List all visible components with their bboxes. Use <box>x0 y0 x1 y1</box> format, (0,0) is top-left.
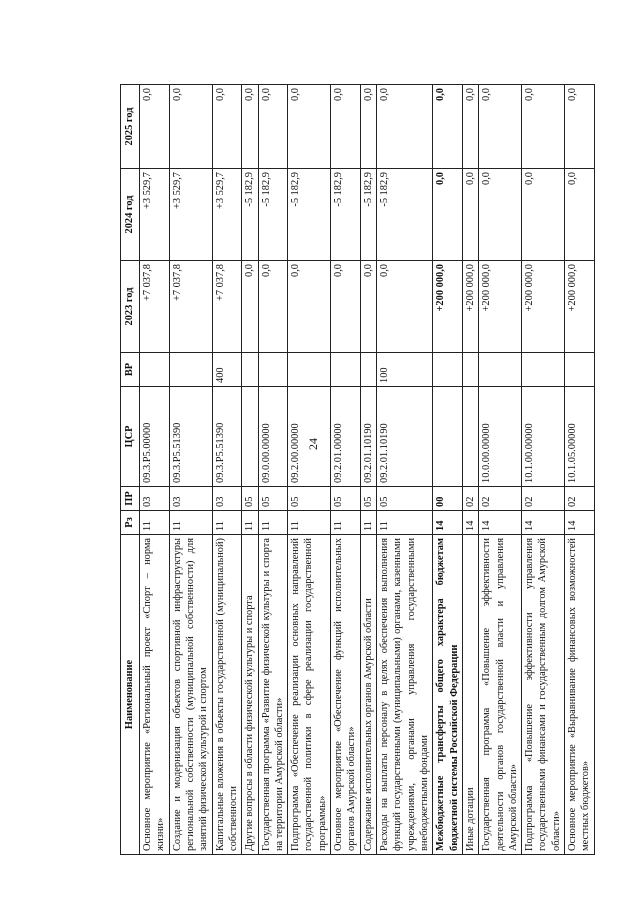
cell-name: Основное мероприятие «Обеспечение функций исполнительных органов Амурской области» <box>331 535 361 855</box>
cell-value-2023: 0,0 <box>360 261 376 353</box>
header-pr: ПР <box>121 487 140 511</box>
cell-value-2025: 0,0 <box>169 85 212 169</box>
cell-csr: 09.3.P5.00000 <box>140 387 170 487</box>
cell-value-2024: -5 182,9 <box>360 169 376 261</box>
cell-value-2024: +3 529,7 <box>212 169 242 261</box>
cell-pr: 02 <box>462 487 478 511</box>
cell-csr: 09.2.01.10190 <box>360 387 376 487</box>
table-row <box>242 85 258 855</box>
cell-value-2025: 0,0 <box>212 85 242 169</box>
cell-value-2023: 0,0 <box>331 261 361 353</box>
cell-vr <box>169 353 212 387</box>
cell-value-2023: +200 000,0 <box>522 261 565 353</box>
cell-value-2024: +3 529,7 <box>169 169 212 261</box>
header-2025: 2025 год <box>121 85 140 169</box>
cell-value-2023: +7 037,8 <box>169 261 212 353</box>
cell-csr: 09.2.01.10190 <box>377 387 433 487</box>
cell-value-2025: 0,0 <box>565 85 595 169</box>
table-row <box>565 85 595 855</box>
table-row <box>360 85 376 855</box>
cell-rz: 11 <box>140 511 170 535</box>
table-row <box>331 85 361 855</box>
cell-value-2025: 0,0 <box>433 85 463 169</box>
cell-pr: 05 <box>242 487 258 511</box>
header-csr: ЦСР <box>121 387 140 487</box>
cell-name: Другие вопросы в области физической культуры и спорта <box>242 535 258 855</box>
table-header-row <box>121 85 140 855</box>
cell-rz: 14 <box>565 511 595 535</box>
cell-value-2024: 0,0 <box>479 169 522 261</box>
cell-rz: 14 <box>462 511 478 535</box>
cell-vr <box>479 353 522 387</box>
cell-pr: 05 <box>258 487 288 511</box>
cell-rz: 11 <box>169 511 212 535</box>
cell-rz: 11 <box>288 511 331 535</box>
table-row <box>433 85 463 855</box>
header-2023: 2023 год <box>121 261 140 353</box>
cell-pr: 02 <box>522 487 565 511</box>
cell-name: Государственная программа «Развитие физической культуры и спорта на территории Амурской области» <box>258 535 288 855</box>
table-row <box>140 85 170 855</box>
cell-csr: 10.1.00.00000 <box>522 387 565 487</box>
cell-value-2023: +200 000,0 <box>565 261 595 353</box>
table-row <box>288 85 331 855</box>
cell-rz: 11 <box>377 511 433 535</box>
cell-rz: 11 <box>212 511 242 535</box>
cell-value-2025: 0,0 <box>522 85 565 169</box>
cell-value-2024: +3 529,7 <box>140 169 170 261</box>
cell-value-2024: 0,0 <box>462 169 478 261</box>
cell-value-2023: 0,0 <box>288 261 331 353</box>
cell-value-2024: -5 182,9 <box>377 169 433 261</box>
cell-name: Расходы на выплаты персоналу в целях обеспечения выполнения функций государственными (муниципальными) органами, казенными учреждениями, органами управления государственными внебюджетными фондами <box>377 535 433 855</box>
cell-name: Государственная программа «Повышение эффективности деятельности органов государственной власти и управления Амурской области» <box>479 535 522 855</box>
cell-value-2024: 0,0 <box>522 169 565 261</box>
cell-pr: 03 <box>169 487 212 511</box>
cell-name: Иные дотации <box>462 535 478 855</box>
cell-value-2025: 0,0 <box>258 85 288 169</box>
cell-vr <box>288 353 331 387</box>
header-vr: ВР <box>121 353 140 387</box>
cell-rz: 14 <box>433 511 463 535</box>
cell-rz: 14 <box>522 511 565 535</box>
cell-vr <box>258 353 288 387</box>
cell-value-2024: -5 182,9 <box>258 169 288 261</box>
cell-pr: 05 <box>360 487 376 511</box>
cell-rz: 11 <box>258 511 288 535</box>
cell-pr: 02 <box>479 487 522 511</box>
cell-value-2025: 0,0 <box>479 85 522 169</box>
cell-vr <box>360 353 376 387</box>
cell-name: Подпрограмма «Обеспечение реализации основных направлений государственной политики в сфере реализации государственной программы» <box>288 535 331 855</box>
table-row <box>462 85 478 855</box>
cell-value-2023: +200 000,0 <box>433 261 463 353</box>
cell-csr <box>433 387 463 487</box>
cell-csr: 10.0.00.00000 <box>479 387 522 487</box>
cell-rz: 11 <box>331 511 361 535</box>
cell-vr <box>331 353 361 387</box>
cell-name: Создание и модернизация объектов спортивной инфраструктуры региональной собственности (муниципальной собственности) для занятий физической культурой и спортом <box>169 535 212 855</box>
table-body <box>140 85 595 855</box>
table-row <box>258 85 288 855</box>
cell-csr: 09.3.P5.51390 <box>212 387 242 487</box>
cell-pr: 03 <box>212 487 242 511</box>
cell-pr: 05 <box>377 487 433 511</box>
cell-csr: 10.1.05.00000 <box>565 387 595 487</box>
cell-name: Основное мероприятие «Региональный проект «Спорт – норма жизни» <box>140 535 170 855</box>
cell-value-2023: +200 000,0 <box>479 261 522 353</box>
cell-value-2025: 0,0 <box>242 85 258 169</box>
cell-csr <box>462 387 478 487</box>
cell-pr: 00 <box>433 487 463 511</box>
cell-vr <box>565 353 595 387</box>
cell-value-2023: +7 037,8 <box>140 261 170 353</box>
cell-value-2025: 0,0 <box>360 85 376 169</box>
cell-name: Основное мероприятие «Выравнивание финансовых возможностей местных бюджетов» <box>565 535 595 855</box>
cell-vr: 400 <box>212 353 242 387</box>
cell-vr: 100 <box>377 353 433 387</box>
cell-value-2024: -5 182,9 <box>288 169 331 261</box>
cell-rz: 14 <box>479 511 522 535</box>
cell-vr <box>462 353 478 387</box>
rotated-page <box>120 85 592 855</box>
cell-csr: 09.2.01.00000 <box>331 387 361 487</box>
table-row <box>522 85 565 855</box>
cell-value-2023: +7 037,8 <box>212 261 242 353</box>
cell-name: Межбюджетные трансферты общего характера бюджетам бюджетной системы Российской Федерации <box>433 535 463 855</box>
cell-csr: 09.0.00.00000 <box>258 387 288 487</box>
cell-name: Подпрограмма «Повышение эффективности управления государственными финансами и государственным долгом Амурской области» <box>522 535 565 855</box>
page-number: 24 <box>306 438 320 450</box>
cell-name: Содержание исполнительных органов Амурской области <box>360 535 376 855</box>
cell-csr: 09.2.00.00000 <box>288 387 331 487</box>
cell-value-2025: 0,0 <box>331 85 361 169</box>
cell-value-2024: 0,0 <box>433 169 463 261</box>
cell-value-2024: -5 182,9 <box>331 169 361 261</box>
cell-pr: 02 <box>565 487 595 511</box>
cell-value-2023: 0,0 <box>258 261 288 353</box>
cell-value-2025: 0,0 <box>140 85 170 169</box>
cell-vr <box>242 353 258 387</box>
cell-csr <box>242 387 258 487</box>
cell-pr: 05 <box>331 487 361 511</box>
cell-pr: 03 <box>140 487 170 511</box>
cell-vr <box>140 353 170 387</box>
cell-name: Капитальные вложения в объекты государственной (муниципальной) собственности <box>212 535 242 855</box>
budget-table <box>120 84 595 855</box>
cell-value-2024: -5 182,9 <box>242 169 258 261</box>
table-row <box>377 85 433 855</box>
cell-value-2025: 0,0 <box>377 85 433 169</box>
header-name: Наименование <box>121 535 140 855</box>
table-row <box>212 85 242 855</box>
cell-vr <box>522 353 565 387</box>
cell-value-2025: 0,0 <box>288 85 331 169</box>
cell-pr: 05 <box>288 487 331 511</box>
cell-rz: 11 <box>242 511 258 535</box>
cell-value-2023: 0,0 <box>377 261 433 353</box>
header-2024: 2024 год <box>121 169 140 261</box>
cell-csr: 09.3.P5.51390 <box>169 387 212 487</box>
cell-value-2023: +200 000,0 <box>462 261 478 353</box>
cell-vr <box>433 353 463 387</box>
table-row <box>169 85 212 855</box>
table-row <box>479 85 522 855</box>
cell-value-2025: 0,0 <box>462 85 478 169</box>
header-rz: Рз <box>121 511 140 535</box>
cell-value-2024: 0,0 <box>565 169 595 261</box>
cell-rz: 11 <box>360 511 376 535</box>
cell-value-2023: 0,0 <box>242 261 258 353</box>
